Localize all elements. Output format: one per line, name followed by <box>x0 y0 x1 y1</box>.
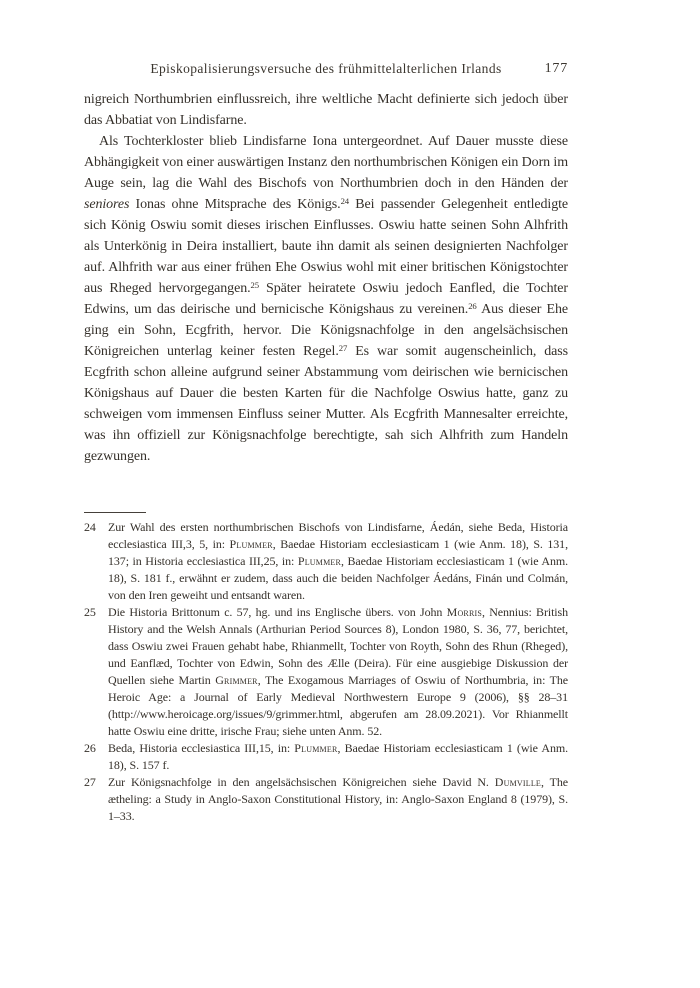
text-run: , Nennius: British History and the Welsh Annals (Arthurian Period Sources 8), London 1980, S. 36, 77, berichtet, dass Oswiu zwei Frauen gehabt habe, Rhianmellt, Tochter von Royth, Sohn des Rhun (Rheged), und Eanflæd, Tochter von Edwin, Sohn des Ælle (Deira). Für eine ausgiebige Diskussion der Quellen siehe Martin <box>108 605 569 687</box>
footnote-ref: 25 <box>250 280 259 291</box>
footnote <box>84 774 568 825</box>
text-run: , Baedae Historiam ecclesiasticam 1 (wie Anm. 18), S. 131, 137; in Historia ecclesiastica III,25, in: <box>108 537 568 568</box>
text-run: Bei passender Gelegenheit entledigte sich König Oswiu somit dieses irischen Einflusses. Oswiu hatte seinen Sohn Alhfrith als Unterkönig in Deira installiert, baute ihn damit als seinen designierten Nachfolger auf. Alhfrith war aus einer frühen Ehe Oswius wohl mit einer britischen Königstochter aus Rheged hervorgegangen. <box>84 197 569 296</box>
page-number: 177 <box>544 61 568 76</box>
text-run: Die Historia Brittonum c. 57, hg. und ins Englische übers. von John <box>108 605 447 619</box>
footnote-ref: 26 <box>468 301 477 312</box>
smallcaps-author-name: Morris <box>446 605 483 619</box>
text-run: , Baedae Historiam ecclesiasticam 1 (wie Anm. 18), S. 181 f., erwähnt er zudem, dass auch die beiden Nachfolger Áedáns, Finán und Colmán, von den Iren geweiht und entsandt waren. <box>108 554 568 602</box>
footnote-text <box>108 520 568 602</box>
smallcaps-author-name: Dumville <box>494 775 542 789</box>
body-text <box>84 89 568 467</box>
footnote-number: 26 <box>84 741 96 755</box>
text-run: nigreich Northumbrien einflussreich, ihre weltliche Macht definierte sich jedoch über das Abbatiat von Lindisfarne. <box>84 92 568 128</box>
smallcaps-author-name: Grimmer <box>215 673 258 687</box>
text-run: Es war somit augenscheinlich, dass Ecgfrith schon alleine aufgrund seiner Abstammung vom deirischen wie bernicischen Königshaus auf Dauer die besten Karten für die Nachfolge Oswius hatte, ganz zu schweigen vom immensen Einfluss seiner Mutter. Als Ecgfrith Mannesalter erreichte, was ihn offiziell zur Königsnachfolge berechtigte, sah sich Alhfrith zum Handeln gezwungen. <box>84 344 568 464</box>
footnotes-section <box>84 519 568 825</box>
running-head-title: Episkopalisierungsversuche des frühmittelalterlichen Irlands <box>150 61 502 76</box>
italic-run: seniores <box>84 197 130 212</box>
footnote-number: 24 <box>84 520 96 534</box>
smallcaps-author-name: Plummer <box>229 537 273 551</box>
footnote <box>84 740 568 774</box>
text-run: Als Tochterkloster blieb Lindisfarne Iona untergeordnet. Auf Dauer musste diese Abhängigkeit von einer auswärtigen Instanz den northumbrischen Königen ein Dorn im Auge sein, lag die Wahl des Bischofs von Northumbrien doch in den Händen der <box>84 134 569 191</box>
text-run: Zur Wahl des ersten northumbrischen Bischofs von Lindisfarne, Áedán, siehe Beda, Historia ecclesiastica III,3, 5, in: <box>108 520 568 551</box>
footnote-text <box>108 775 568 823</box>
footnote-ref: 27 <box>338 343 348 354</box>
running-head <box>84 61 568 77</box>
body-paragraph <box>84 131 568 467</box>
smallcaps-author-name: Plummer <box>294 741 338 755</box>
footnote-number: 25 <box>84 605 96 619</box>
text-run: Beda, Historia ecclesiastica III,15, in: <box>108 741 295 755</box>
footnote <box>84 604 568 740</box>
footnote-number: 27 <box>84 775 96 789</box>
text-run: Zur Königsnachfolge in den angelsächsischen Königreichen siehe David N. <box>108 775 495 789</box>
smallcaps-author-name: Plummer <box>297 554 342 568</box>
text-run: Aus dieser Ehe ging ein Sohn, Ecgfrith, hervor. Die Königsnachfolge in den angelsächsischen Königreichen unterlag keiner festen Regel. <box>84 302 568 359</box>
footnote <box>84 519 568 604</box>
text-run: , Baedae Historiam ecclesiasticam 1 (wie Anm. 18), S. 157 f. <box>108 741 568 772</box>
footnote-separator <box>84 512 146 513</box>
text-run: , The ætheling: a Study in Anglo-Saxon Constitutional History, in: Anglo-Saxon England 8 (1979), S. 1–33. <box>108 775 568 823</box>
text-run: Später heiratete Oswiu jedoch Eanfled, die Tochter Edwins, um das deirische und bernicische Königshaus zu vereinen. <box>84 281 568 317</box>
text-run: Ionas ohne Mitsprache des Königs. <box>129 197 341 212</box>
text-run: , The Exogamous Marriages of Oswiu of Northumbria, in: The Heroic Age: a Journal of Early Medieval Northwestern Europe 9 (2006), §§ 28–31 (http://www.heroicage.org/issues/9/grimmer.html, abgerufen am 28.09.2021). Vor Rhianmellt hatte Oswiu eine dritte, irische Frau; siehe unten Anm. 52. <box>108 673 568 738</box>
body-paragraph <box>84 89 568 131</box>
footnote-text <box>108 605 568 738</box>
footnote-text <box>108 741 568 772</box>
footnote-ref: 24 <box>340 196 350 207</box>
